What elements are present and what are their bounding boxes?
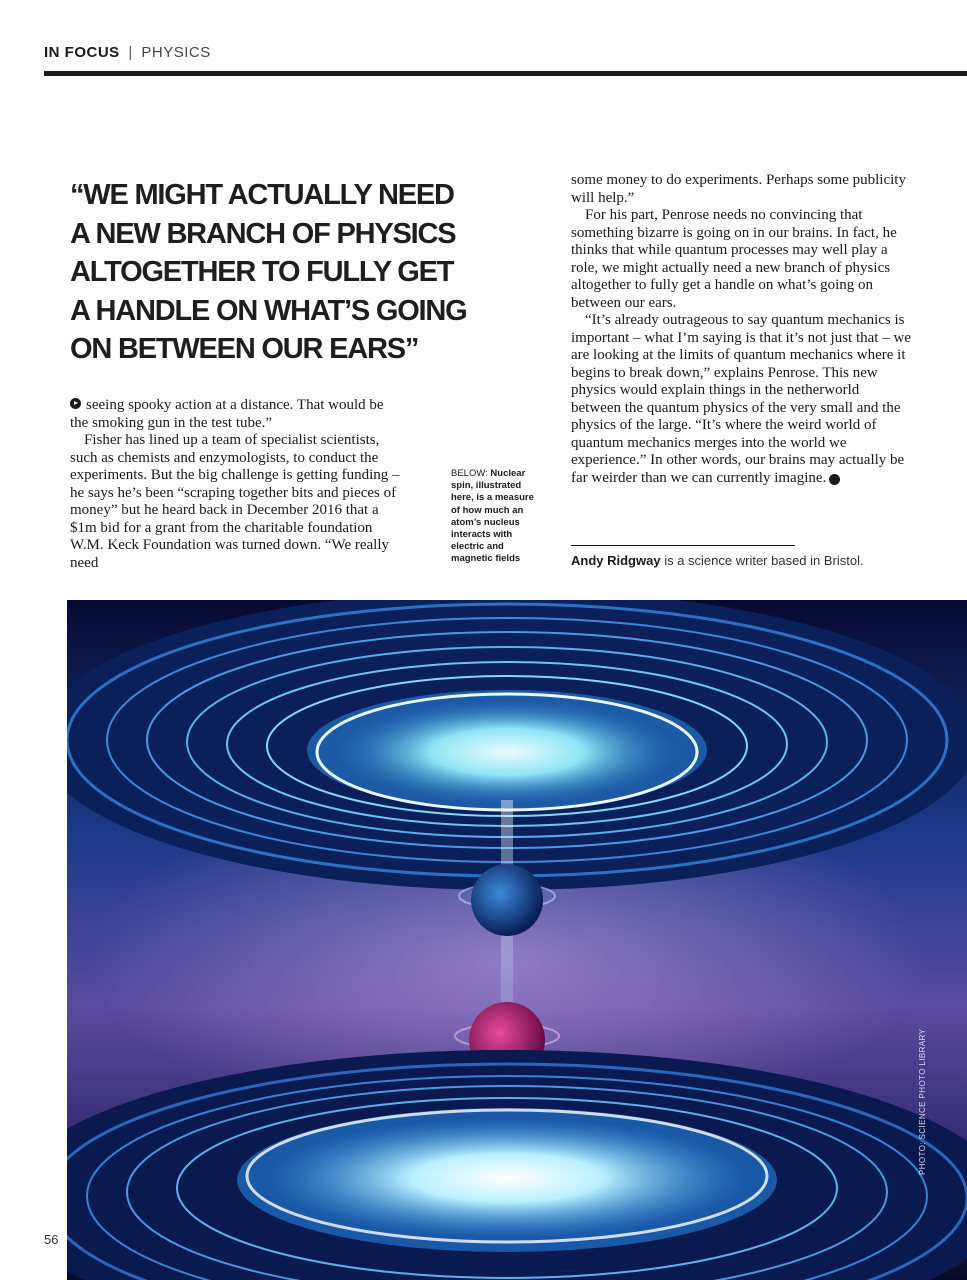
photo-credit: PHOTO: SCIENCE PHOTO LIBRARY xyxy=(918,1028,927,1175)
author-bio-text: is a science writer based in Bristol. xyxy=(660,553,864,568)
header-rule xyxy=(44,71,967,76)
nuclear-spin-illustration xyxy=(67,600,967,1280)
paragraph-text: seeing spooky action at a distance. That would be the smoking gun in the test tube.” xyxy=(70,397,384,431)
end-of-article-icon: F xyxy=(829,474,840,485)
section-header xyxy=(44,44,211,61)
author-name: Andy Ridgway xyxy=(571,553,661,568)
body-column-1 xyxy=(70,397,400,572)
body-column-2 xyxy=(571,172,911,487)
pull-quote: “WE MIGHT ACTUALLY NEED A NEW BRANCH OF PHYSICS ALTOGETHER TO FULLY GET A HANDLE ON WHAT’S GOING ON BETWEEN OUR EARS” xyxy=(70,179,467,365)
paragraph: some money to do experiments. Perhaps some publicity will help.” xyxy=(571,172,906,206)
paragraph: Fisher has lined up a team of specialist scientists, such as chemists and enzymologists, to conduct the experiments. But the big challenge is getting funding – he says he’s been “scraping together bits and pieces of money” but he heard back in December 2016 that a $1m bid for a grant from the charitable foundation W.M. Keck Foundation was turned down. “We really need xyxy=(70,432,400,571)
caption-text: Nuclear spin, illustrated here, is a measure of how much an atom’s nucleus interacts with electric and magnetic fields xyxy=(451,468,534,565)
header-separator: | xyxy=(128,44,133,61)
paragraph-text: “It’s already outrageous to say quantum mechanics is important – what I’m saying is that it’s not just that – we are looking at the limits of quantum mechanics where it begins to break down,” explains Penrose. This new physics would explain things in the netherworld between the quantum physics of the very small and the physics of the large. “It’s where the weird world of quantum mechanics merges into the world we experience.” In other words, our brains may actually be far weirder than we can currently imagine. xyxy=(571,312,911,486)
paragraph xyxy=(571,312,911,487)
play-circle-icon xyxy=(70,398,81,409)
caption-label: BELOW: xyxy=(451,468,488,479)
page-number: 56 xyxy=(44,1232,59,1247)
image-caption xyxy=(451,468,543,566)
author-bio xyxy=(571,553,864,568)
paragraph xyxy=(70,397,400,432)
bio-rule xyxy=(571,545,795,546)
section-label: IN FOCUS xyxy=(44,44,120,61)
nuclear-spin-photo xyxy=(67,600,967,1280)
topic-label: PHYSICS xyxy=(141,44,211,61)
paragraph: For his part, Penrose needs no convincing that something bizarre is going on in our brains. In fact, he thinks that while quantum processes may well play a role, we might actually need a new branch of physics altogether to fully get a handle on what’s going on between our ears. xyxy=(571,207,897,311)
